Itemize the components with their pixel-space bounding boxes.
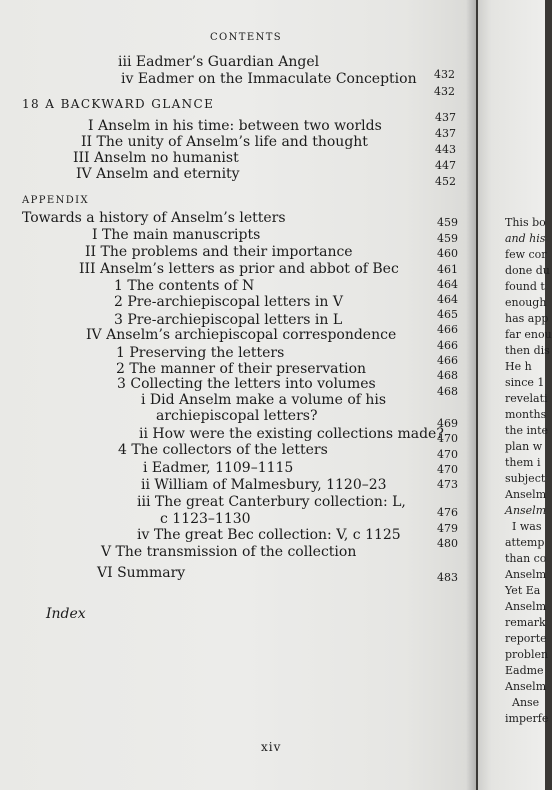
facing-line: Anse <box>512 696 540 709</box>
facing-line: months <box>505 408 547 421</box>
entry-page: 437 <box>435 111 456 124</box>
facing-line: Anselm <box>505 488 547 501</box>
entry-label: i Eadmer, 1109–1115 <box>143 460 294 476</box>
entry-page: 460 <box>437 247 458 260</box>
entry-label: archiepiscopal letters? <box>156 408 318 424</box>
index-label: Index <box>46 606 86 622</box>
chapter-heading: 18 A BACKWARD GLANCE <box>22 97 215 111</box>
entry-label: iv The great Bec collection: V, c 1125 <box>137 527 401 543</box>
entry-label: II The problems and their importance <box>85 244 353 260</box>
entry-page: 466 <box>437 339 458 352</box>
facing-line: reporte <box>505 632 547 645</box>
appendix-heading: APPENDIX <box>22 195 90 206</box>
entry-page: 459 <box>437 216 458 229</box>
entry-page: 452 <box>435 175 456 188</box>
entry-label: iii Eadmer’s Guardian Angel <box>118 54 320 70</box>
entry-page: 464 <box>437 293 458 306</box>
entry-page: 468 <box>437 369 458 382</box>
entry-page: 476 <box>437 506 458 519</box>
entry-page: 466 <box>437 323 458 336</box>
facing-line: enough <box>505 296 547 309</box>
entry-page: 470 <box>437 432 458 445</box>
facing-line: and his <box>505 232 546 245</box>
facing-line: found t <box>505 280 545 293</box>
facing-line: Anselm <box>505 600 547 613</box>
entry-label: III Anselm’s letters as prior and abbot of Bec <box>79 261 399 277</box>
entry-label: iv Eadmer on the Immaculate Conception <box>121 71 417 87</box>
entry-label: 3 Pre-archiepiscopal letters in L <box>114 312 343 328</box>
facing-line: few cor <box>505 248 547 261</box>
entry-label: I The main manuscripts <box>92 227 261 243</box>
facing-line: remark <box>505 616 546 629</box>
facing-line: the inte <box>505 424 549 437</box>
entry-label: 1 Preserving the letters <box>116 345 285 361</box>
facing-line: attemp <box>505 536 545 549</box>
entry-label: Towards a history of Anselm’s letters <box>22 210 286 226</box>
entry-label: 2 The manner of their preservation <box>116 361 367 377</box>
entry-page: 470 <box>437 448 458 461</box>
entry-page: 483 <box>437 571 458 584</box>
facing-line: then dis <box>505 344 550 357</box>
entry-page: 432 <box>434 85 455 98</box>
entry-label: 4 The collectors of the letters <box>118 442 328 458</box>
facing-line: Anselm <box>505 504 547 517</box>
entry-label: 1 The contents of N <box>114 278 255 294</box>
entry-label: iii The great Canterbury collection: L, <box>137 494 406 510</box>
entry-label: i Did Anselm make a volume of his <box>141 392 387 408</box>
facing-line: Yet Ea <box>505 584 541 597</box>
running-head: CONTENTS <box>210 32 283 43</box>
page-folio: xiv <box>261 740 282 754</box>
facing-line: revelati <box>505 392 548 405</box>
facing-line: subject <box>505 472 546 485</box>
facing-line: problen <box>505 648 549 661</box>
entry-label: ii William of Malmesbury, 1120–23 <box>141 477 387 493</box>
facing-page <box>478 0 552 790</box>
entry-label: V The transmission of the collection <box>101 544 357 560</box>
entry-label: 2 Pre-archiepiscopal letters in V <box>114 294 343 310</box>
facing-line: Eadme <box>505 664 544 677</box>
facing-line: plan w <box>505 440 543 453</box>
entry-page: 468 <box>437 385 458 398</box>
entry-page: 459 <box>437 232 458 245</box>
entry-page: 469 <box>437 417 458 430</box>
entry-page: 466 <box>437 354 458 367</box>
facing-line: Anselm <box>505 568 547 581</box>
facing-line: far enou <box>505 328 552 341</box>
facing-line: done du <box>505 264 550 277</box>
entry-label: 3 Collecting the letters into volumes <box>117 376 376 392</box>
facing-line: imperfe <box>505 712 549 725</box>
facing-line: since 1 <box>505 376 545 389</box>
facing-line: This bo <box>505 216 546 229</box>
entry-page: 461 <box>437 263 458 276</box>
facing-line: has app <box>505 312 549 325</box>
entry-page: 432 <box>434 68 455 81</box>
facing-line: I was <box>512 520 542 533</box>
entry-label: IV Anselm and eternity <box>76 166 240 182</box>
entry-page: 464 <box>437 278 458 291</box>
entry-label: c 1123–1130 <box>160 511 251 527</box>
entry-label: VI Summary <box>97 565 186 581</box>
facing-line: them i <box>505 456 541 469</box>
entry-label: III Anselm no humanist <box>73 150 239 166</box>
entry-label: I Anselm in his time: between two worlds <box>88 118 382 134</box>
entry-page: 479 <box>437 522 458 535</box>
entry-page: 437 <box>435 127 456 140</box>
facing-line: Anselm <box>505 680 547 693</box>
entry-page: 465 <box>437 308 458 321</box>
entry-label: IV Anselm’s archiepiscopal correspondence <box>86 327 397 343</box>
entry-page: 470 <box>437 463 458 476</box>
entry-page: 480 <box>437 537 458 550</box>
facing-line: than co <box>505 552 547 565</box>
entry-label: ii How were the existing collections made? <box>139 426 444 442</box>
facing-line: He h <box>505 360 532 373</box>
entry-page: 443 <box>435 143 456 156</box>
entry-page: 473 <box>437 478 458 491</box>
entry-label: II The unity of Anselm’s life and thought <box>81 134 368 150</box>
entry-page: 447 <box>435 159 456 172</box>
